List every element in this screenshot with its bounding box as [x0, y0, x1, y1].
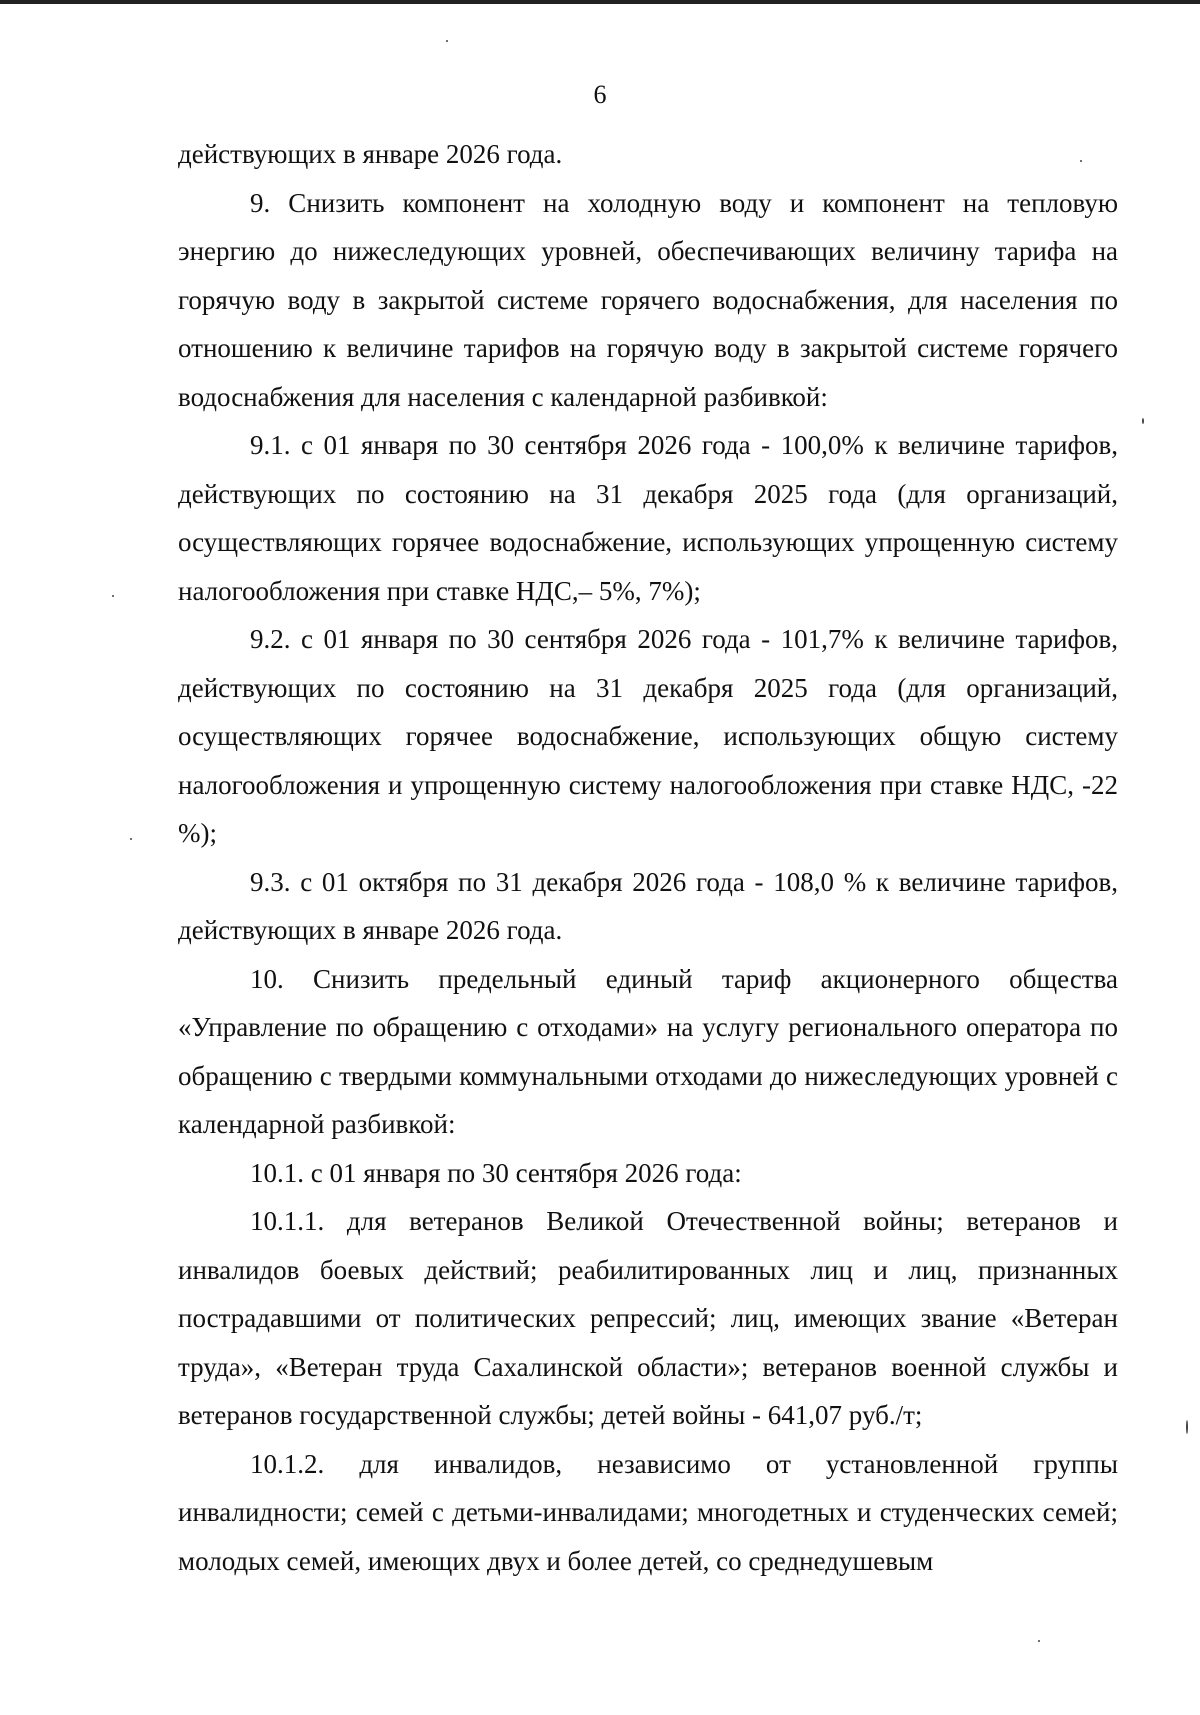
scan-speck — [1038, 1640, 1040, 1642]
scan-speck — [130, 838, 132, 840]
paragraph-item-9-2: 9.2. с 01 января по 30 сентября 2026 года - 101,7% к величине тарифов, действующих по состоянию на 31 декабря 2025 года (для организаций, осуществляющих горячее водоснабжение, использующих общую систему налогообложения и упрощенную систему налогообложения при ставке НДС, -22 %); — [178, 624, 1118, 848]
paragraph-continuation: действующих в январе 2026 года. — [178, 139, 563, 169]
paragraph-item-9-1: 9.1. с 01 января по 30 сентября 2026 года - 100,0% к величине тарифов, действующих по состоянию на 31 декабря 2025 года (для организаций, осуществляющих горячее водоснабжение, использующих упрощенную систему налогообложения при ставке НДС,– 5%, 7%); — [178, 430, 1118, 606]
scan-speck — [1142, 418, 1144, 424]
scan-speck — [112, 595, 114, 597]
paragraph-item-9-3: 9.3. с 01 октября по 31 декабря 2026 года - 108,0 % к величине тарифов, действующих в январе 2026 года. — [178, 866, 1118, 945]
top-border-rule — [0, 0, 1200, 4]
scan-speck — [1186, 1420, 1188, 1434]
paragraph-item-10-1: 10.1. с 01 января по 30 сентября 2026 года: — [250, 1157, 742, 1188]
scan-speck — [1080, 160, 1082, 162]
paragraph-item-9: 9. Снизить компонент на холодную воду и компонент на тепловую энергию до нижеследующих уровней, обеспечивающих величину тарифа на горячую воду в закрытой системе горячего водоснабжения, для населения по отношению к величине тарифов на горячую воду в закрытой системе горячего водоснабжения для населения с календарной разбивкой: — [178, 187, 1118, 412]
scan-speck — [446, 40, 448, 42]
page-number: 6 — [593, 80, 607, 109]
paragraph-item-10-1-2: 10.1.2. для инвалидов, независимо от установленной группы инвалидности; семей с детьми-инвалидами; многодетных и студенческих семей; молодых семей, имеющих двух и более детей, со среднедушевым — [178, 1448, 1118, 1576]
paragraph-item-10: 10. Снизить предельный единый тариф акционерного общества «Управление по обращению с отходами» на услугу регионального оператора по обращению с твердыми коммунальными отходами до нижеследующих уровней с календарной разбивкой: — [178, 963, 1118, 1139]
document-body — [178, 130, 1118, 1585]
paragraph-item-10-1-1: 10.1.1. для ветеранов Великой Отечественной войны; ветеранов и инвалидов боевых действий; реабилитированных лиц и лиц, признанных пострадавшими от политических репрессий; лиц, имеющих звание «Ветеран труда», «Ветеран труда Сахалинской области»; ветеранов военной службы и ветеранов государственной службы; детей войны - 641,07 руб./т; — [178, 1206, 1118, 1430]
